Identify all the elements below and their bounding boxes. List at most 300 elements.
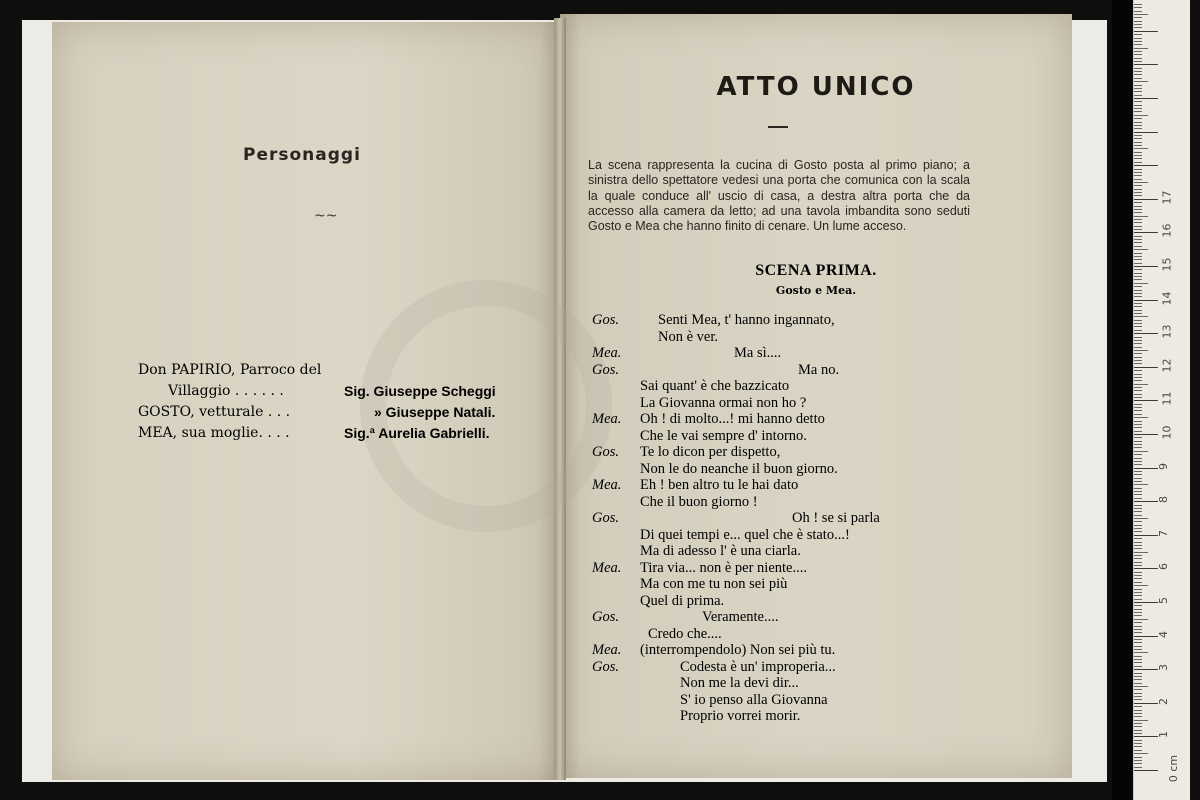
ruler-tick bbox=[1134, 189, 1142, 190]
ruler-tick bbox=[1134, 696, 1142, 697]
verse-text: Che il buon giorno ! bbox=[640, 493, 758, 510]
dialogue-line bbox=[592, 494, 1032, 511]
ruler-tick bbox=[1134, 320, 1142, 321]
ruler-tick bbox=[1134, 300, 1158, 301]
ruler-tick bbox=[1134, 592, 1142, 593]
cast-list bbox=[138, 360, 518, 444]
speaker-label: Mea. bbox=[592, 559, 622, 576]
verse-text: Codesta è un' improperia... bbox=[680, 658, 836, 675]
ruler-tick bbox=[1134, 410, 1142, 411]
ruler-tick bbox=[1134, 256, 1142, 257]
ruler-tick bbox=[1134, 98, 1158, 99]
ruler-tick bbox=[1134, 259, 1142, 260]
ruler-unit-label: 0 cm bbox=[1167, 754, 1181, 783]
ruler-tick bbox=[1134, 239, 1142, 240]
ruler-tick bbox=[1134, 562, 1142, 563]
ruler-tick bbox=[1134, 357, 1142, 358]
ruler-tick bbox=[1134, 525, 1142, 526]
ruler-number: 9 bbox=[1157, 462, 1170, 470]
speaker-label: Mea. bbox=[592, 411, 622, 427]
ruler-tick bbox=[1134, 736, 1158, 737]
ruler-tick bbox=[1134, 491, 1142, 492]
ruler-tick bbox=[1134, 363, 1142, 364]
ruler-tick bbox=[1134, 558, 1142, 559]
cast-row bbox=[138, 381, 518, 402]
cast-row bbox=[138, 423, 518, 444]
ruler-number: 7 bbox=[1157, 529, 1170, 537]
ruler-tick bbox=[1134, 74, 1142, 75]
ruler-tick bbox=[1134, 770, 1158, 771]
dialogue-line bbox=[592, 692, 1032, 709]
verse-text: Ma di adesso l' è una ciarla. bbox=[640, 543, 801, 559]
ruler-tick bbox=[1134, 599, 1142, 600]
ruler-number: 8 bbox=[1157, 496, 1170, 504]
ruler-tick bbox=[1134, 370, 1142, 371]
ruler-number: 14 bbox=[1160, 291, 1174, 306]
dialogue-line bbox=[592, 609, 1032, 626]
ruler-tick bbox=[1134, 293, 1142, 294]
ruler-tick bbox=[1134, 360, 1142, 361]
ruler-tick bbox=[1134, 689, 1142, 690]
ruler-tick bbox=[1134, 206, 1142, 207]
dialogue-line bbox=[592, 329, 1032, 346]
speaker-label: Gos. bbox=[592, 312, 619, 328]
ruler-tick bbox=[1134, 575, 1142, 576]
ruler-tick bbox=[1134, 266, 1158, 267]
dialogue-line bbox=[592, 362, 1032, 379]
dialogue-line bbox=[592, 576, 1032, 593]
ruler-tick bbox=[1134, 21, 1142, 22]
ruler-tick bbox=[1134, 730, 1142, 731]
ruler-number: 10 bbox=[1160, 425, 1174, 440]
ruler-tick bbox=[1134, 71, 1142, 72]
ruler-tick bbox=[1134, 706, 1142, 707]
ruler-tick bbox=[1134, 434, 1158, 435]
ruler-tick bbox=[1134, 263, 1142, 264]
ruler-tick bbox=[1134, 54, 1142, 55]
ruler-tick bbox=[1134, 219, 1142, 220]
personaggi-title: Personaggi bbox=[243, 145, 361, 165]
ruler-tick bbox=[1134, 589, 1142, 590]
ruler-tick bbox=[1134, 38, 1142, 39]
ruler-tick bbox=[1134, 478, 1142, 479]
ruler-tick bbox=[1134, 605, 1142, 606]
ruler-tick bbox=[1134, 27, 1142, 28]
ruler-tick bbox=[1134, 521, 1142, 522]
verse-text: Sai quant' è che bazzicato bbox=[640, 378, 790, 394]
ruler-tick bbox=[1134, 195, 1142, 196]
verse-text: Oh ! se si parla bbox=[792, 510, 880, 526]
ruler-tick bbox=[1134, 404, 1142, 405]
verse-text: La Giovanna ormai non ho ? bbox=[640, 394, 807, 411]
ruler-tick bbox=[1134, 353, 1142, 354]
ruler-tick bbox=[1134, 585, 1148, 586]
dialogue-line bbox=[592, 510, 1032, 527]
ruler-tick bbox=[1134, 431, 1142, 432]
verse-text: Ma con me tu non sei più bbox=[640, 576, 788, 592]
dialogue-line bbox=[592, 708, 1032, 725]
ruler-tick bbox=[1134, 555, 1142, 556]
ruler-tick bbox=[1134, 152, 1142, 153]
ruler-tick bbox=[1134, 172, 1142, 173]
ruler-tick bbox=[1134, 612, 1142, 613]
ruler-tick bbox=[1134, 14, 1148, 15]
ruler-number: 2 bbox=[1157, 697, 1170, 705]
ruler-tick bbox=[1134, 646, 1142, 647]
ruler-number: 16 bbox=[1160, 223, 1174, 238]
ruler-tick bbox=[1134, 343, 1142, 344]
ruler-tick bbox=[1134, 669, 1158, 670]
scene-persons: Gosto e Mea. bbox=[775, 284, 857, 297]
ruler-tick bbox=[1134, 414, 1142, 415]
speaker-label: Mea. bbox=[592, 345, 622, 361]
ruler-tick bbox=[1134, 158, 1142, 159]
ruler-tick bbox=[1134, 767, 1142, 768]
ruler-number: 6 bbox=[1157, 563, 1170, 571]
ruler-tick bbox=[1134, 649, 1142, 650]
ruler-tick bbox=[1134, 155, 1142, 156]
ruler-tick bbox=[1134, 68, 1142, 69]
ruler-tick bbox=[1134, 542, 1142, 543]
verse-text: Proprio vorrei morir. bbox=[680, 708, 801, 724]
ruler-tick bbox=[1134, 662, 1142, 663]
ornament-left: ~~ bbox=[314, 208, 338, 224]
dialogue-line bbox=[592, 675, 1032, 692]
cast-actor: Sig. Giuseppe Scheggi bbox=[344, 383, 496, 399]
ruler-tick bbox=[1134, 7, 1142, 8]
ruler-tick bbox=[1134, 253, 1142, 254]
ruler-tick bbox=[1134, 101, 1142, 102]
ruler-tick bbox=[1134, 132, 1158, 133]
ruler-tick bbox=[1134, 58, 1142, 59]
ruler-tick bbox=[1134, 229, 1142, 230]
ruler-tick bbox=[1134, 424, 1142, 425]
ruler-tick bbox=[1134, 64, 1158, 65]
speaker-label: Mea. bbox=[592, 642, 622, 658]
frame-edge bbox=[1112, 0, 1132, 800]
ruler-tick bbox=[1134, 105, 1142, 106]
ruler-tick bbox=[1134, 44, 1142, 45]
verse-text: Di quei tempi e... quel che è stato...! bbox=[640, 526, 850, 543]
speaker-label: Gos. bbox=[592, 510, 619, 526]
cast-actor: Sig.ª Aurelia Gabrielli. bbox=[344, 425, 490, 441]
title-dash bbox=[768, 126, 788, 128]
speaker-label: Gos. bbox=[592, 444, 619, 460]
ruler-tick bbox=[1134, 61, 1142, 62]
ruler-tick bbox=[1134, 347, 1142, 348]
ruler-tick bbox=[1134, 31, 1158, 32]
ruler-tick bbox=[1134, 340, 1142, 341]
verse-text: S' io penso alla Giovanna bbox=[680, 691, 828, 708]
ruler-tick bbox=[1134, 447, 1142, 448]
ruler-tick bbox=[1134, 310, 1142, 311]
ruler-tick bbox=[1134, 531, 1142, 532]
ruler-tick bbox=[1134, 397, 1142, 398]
ruler-tick bbox=[1134, 48, 1148, 49]
cast-role: MEA, sua moglie. . . . bbox=[138, 425, 290, 441]
verse-text: Non le do neanche il buon giorno. bbox=[640, 460, 838, 477]
ruler-tick bbox=[1134, 545, 1142, 546]
ruler-tick bbox=[1134, 145, 1142, 146]
ruler-tick bbox=[1134, 296, 1142, 297]
ruler-tick bbox=[1134, 169, 1142, 170]
ruler-tick bbox=[1134, 501, 1158, 502]
measuring-ruler bbox=[1133, 0, 1190, 800]
ruler-tick bbox=[1134, 400, 1158, 401]
dialogue-line bbox=[592, 411, 1032, 428]
ruler-tick bbox=[1134, 330, 1142, 331]
ruler-tick bbox=[1134, 122, 1142, 123]
ruler-tick bbox=[1134, 666, 1142, 667]
ruler-tick bbox=[1134, 720, 1148, 721]
ruler-tick bbox=[1134, 468, 1158, 469]
ruler-tick bbox=[1134, 165, 1158, 166]
verse-text: Te lo dicon per dispetto, bbox=[640, 444, 781, 460]
ruler-tick bbox=[1134, 488, 1142, 489]
ruler-tick bbox=[1134, 34, 1142, 35]
ruler-tick bbox=[1134, 518, 1148, 519]
dialogue-line bbox=[592, 527, 1032, 544]
ruler-tick bbox=[1134, 743, 1142, 744]
ruler-tick bbox=[1134, 528, 1142, 529]
ruler-number: 17 bbox=[1160, 190, 1174, 205]
ruler-tick bbox=[1134, 622, 1142, 623]
verse-text: Non è ver. bbox=[658, 328, 718, 345]
ruler-tick bbox=[1134, 313, 1142, 314]
ruler-tick bbox=[1134, 615, 1142, 616]
verse-text: Veramente.... bbox=[702, 609, 779, 625]
ruler-tick bbox=[1134, 337, 1142, 338]
dialogue-line bbox=[592, 543, 1032, 560]
act-title: ATTO UNICO bbox=[716, 72, 916, 102]
ruler-tick bbox=[1134, 78, 1142, 79]
ruler-tick bbox=[1134, 629, 1142, 630]
ruler-tick bbox=[1134, 350, 1148, 351]
speaker-label: Gos. bbox=[592, 609, 619, 625]
ruler-tick bbox=[1134, 236, 1142, 237]
ruler-tick bbox=[1134, 199, 1158, 200]
ruler-tick bbox=[1134, 454, 1142, 455]
ruler-tick bbox=[1134, 306, 1142, 307]
ruler-tick bbox=[1134, 740, 1142, 741]
ruler-tick bbox=[1134, 387, 1142, 388]
ruler-tick bbox=[1134, 427, 1142, 428]
ruler-tick bbox=[1134, 192, 1142, 193]
ruler-tick bbox=[1134, 202, 1142, 203]
dialogue-line bbox=[592, 395, 1032, 412]
ruler-number: 12 bbox=[1160, 358, 1174, 373]
ruler-tick bbox=[1134, 639, 1142, 640]
ruler-tick bbox=[1134, 652, 1148, 653]
ruler-tick bbox=[1134, 81, 1148, 82]
ruler-tick bbox=[1134, 232, 1158, 233]
ruler-tick bbox=[1134, 535, 1158, 536]
speaker-label: Gos. bbox=[592, 361, 619, 378]
ruler-tick bbox=[1134, 148, 1148, 149]
ruler-number: 5 bbox=[1157, 597, 1170, 604]
ruler-tick bbox=[1134, 290, 1142, 291]
ruler-tick bbox=[1134, 568, 1158, 569]
dialogue-line bbox=[592, 626, 1032, 643]
cast-row bbox=[138, 360, 518, 381]
ruler-tick bbox=[1134, 367, 1158, 368]
ruler-tick bbox=[1134, 118, 1142, 119]
ruler-tick bbox=[1134, 753, 1148, 754]
ruler-tick bbox=[1134, 451, 1148, 452]
verse-text: Che le vai sempre d' intorno. bbox=[640, 427, 807, 444]
ruler-tick bbox=[1134, 757, 1142, 758]
ruler-tick bbox=[1134, 326, 1142, 327]
ruler-tick bbox=[1134, 175, 1142, 176]
ruler-tick bbox=[1134, 750, 1142, 751]
ruler-tick bbox=[1134, 515, 1142, 516]
ruler-tick bbox=[1134, 407, 1142, 408]
speaker-label: Gos. bbox=[592, 658, 619, 675]
ruler-number: 11 bbox=[1160, 391, 1174, 406]
cast-role: GOSTO, vetturale . . . bbox=[138, 404, 291, 420]
ruler-number: 4 bbox=[1157, 630, 1170, 638]
ruler-tick bbox=[1134, 212, 1142, 213]
ruler-tick bbox=[1134, 552, 1148, 553]
verse-text: Senti Mea, t' hanno ingannato, bbox=[658, 312, 835, 328]
ruler-tick bbox=[1134, 4, 1142, 5]
dialogue-line bbox=[592, 560, 1032, 577]
ruler-tick bbox=[1134, 686, 1148, 687]
ruler-tick bbox=[1134, 333, 1158, 334]
verse-text: Eh ! ben altro tu le hai dato bbox=[640, 477, 799, 493]
ruler-tick bbox=[1134, 437, 1142, 438]
cast-role: Don PAPIRIO, Parroco del bbox=[138, 362, 322, 378]
ruler-tick bbox=[1134, 595, 1142, 596]
ruler-tick bbox=[1134, 619, 1148, 620]
ruler-tick bbox=[1134, 384, 1148, 385]
ruler-tick bbox=[1134, 699, 1142, 700]
verse-text: Ma no. bbox=[798, 361, 840, 378]
speaker-label: Mea. bbox=[592, 477, 622, 493]
verse-text: (interrompendolo) Non sei più tu. bbox=[640, 642, 836, 658]
dialogue-line bbox=[592, 593, 1032, 610]
scene-description: La scena rappresenta la cucina di Gosto posta al primo piano; a sinistra dello spettatore vedesi una porta che comunica con la scala la quale conduce all' uscio di casa, a destra altra porta che da accesso alla camera da letto; ad una tavola imbandita sono seduti Gosto e Mea che hanno finito di cenare. Un lume acceso. bbox=[588, 158, 970, 234]
ruler-tick bbox=[1134, 723, 1142, 724]
ruler-tick bbox=[1134, 249, 1148, 250]
ruler-tick bbox=[1134, 276, 1142, 277]
ruler-tick bbox=[1134, 642, 1142, 643]
cast-row bbox=[138, 402, 518, 423]
ruler-tick bbox=[1134, 441, 1142, 442]
ruler-tick bbox=[1134, 209, 1142, 210]
ruler-tick bbox=[1134, 461, 1142, 462]
verse-text: Non me la devi dir... bbox=[680, 675, 799, 691]
ruler-tick bbox=[1134, 659, 1142, 660]
ruler-tick bbox=[1134, 726, 1142, 727]
ruler-tick bbox=[1134, 582, 1142, 583]
ruler-tick bbox=[1134, 505, 1142, 506]
ruler-tick bbox=[1134, 185, 1142, 186]
ruler-tick bbox=[1134, 676, 1142, 677]
ruler-tick bbox=[1134, 51, 1142, 52]
ruler-tick bbox=[1134, 24, 1142, 25]
ruler-tick bbox=[1134, 279, 1142, 280]
ruler-number: 1 bbox=[1157, 731, 1170, 739]
ruler-tick bbox=[1134, 269, 1142, 270]
ruler-tick bbox=[1134, 716, 1142, 717]
ruler-tick bbox=[1134, 222, 1142, 223]
ruler-tick bbox=[1134, 142, 1142, 143]
ruler-tick bbox=[1134, 417, 1148, 418]
dialogue-line bbox=[592, 428, 1032, 445]
dialogue-line bbox=[592, 642, 1032, 659]
ruler-tick bbox=[1134, 763, 1142, 764]
ruler-tick bbox=[1134, 609, 1142, 610]
ruler-tick bbox=[1134, 481, 1142, 482]
ruler-tick bbox=[1134, 760, 1142, 761]
ruler-tick bbox=[1134, 710, 1142, 711]
ruler-tick bbox=[1134, 111, 1142, 112]
ruler-tick bbox=[1134, 673, 1142, 674]
ruler-number: 3 bbox=[1157, 664, 1170, 672]
ruler-tick bbox=[1134, 380, 1142, 381]
ruler-tick bbox=[1134, 374, 1142, 375]
ruler-tick bbox=[1134, 464, 1142, 465]
ruler-tick bbox=[1134, 41, 1142, 42]
ruler-tick bbox=[1134, 246, 1142, 247]
ruler-tick bbox=[1134, 578, 1142, 579]
ruler-tick bbox=[1134, 125, 1142, 126]
ruler-number: 15 bbox=[1160, 257, 1174, 272]
ruler-tick bbox=[1134, 91, 1142, 92]
ruler-tick bbox=[1134, 216, 1148, 217]
ruler-tick bbox=[1134, 498, 1142, 499]
ruler-tick bbox=[1134, 511, 1142, 512]
dialogue-line bbox=[592, 312, 1032, 329]
dialogue-line bbox=[592, 461, 1032, 478]
cast-role: Villaggio . . . . . . bbox=[168, 383, 284, 399]
ruler-tick bbox=[1134, 471, 1142, 472]
ruler-tick bbox=[1134, 693, 1142, 694]
ruler-tick bbox=[1134, 128, 1142, 129]
ruler-tick bbox=[1134, 182, 1148, 183]
ruler-tick bbox=[1134, 242, 1142, 243]
dialogue-line bbox=[592, 444, 1032, 461]
ruler-tick bbox=[1134, 733, 1142, 734]
ruler-tick bbox=[1134, 565, 1142, 566]
ruler-tick bbox=[1134, 474, 1142, 475]
dialogue bbox=[592, 312, 1032, 725]
ruler-tick bbox=[1134, 283, 1148, 284]
ruler-tick bbox=[1134, 626, 1142, 627]
ruler-tick bbox=[1134, 303, 1142, 304]
ruler-tick bbox=[1134, 746, 1142, 747]
dialogue-line bbox=[592, 477, 1032, 494]
ruler-tick bbox=[1134, 458, 1142, 459]
ruler-tick bbox=[1134, 286, 1142, 287]
dialogue-line bbox=[592, 378, 1032, 395]
ruler-tick bbox=[1134, 494, 1142, 495]
ruler-tick bbox=[1134, 88, 1142, 89]
ruler-tick bbox=[1134, 632, 1142, 633]
dialogue-line bbox=[592, 659, 1032, 676]
ruler-tick bbox=[1134, 548, 1142, 549]
ruler-tick bbox=[1134, 484, 1148, 485]
ruler-tick bbox=[1134, 135, 1142, 136]
verse-text: Tira via... non è per niente.... bbox=[640, 559, 807, 576]
ruler-tick bbox=[1134, 394, 1142, 395]
ruler-tick bbox=[1134, 679, 1142, 680]
verse-text: Oh ! di molto...! mi hanno detto bbox=[640, 411, 825, 427]
scene-title: SCENA PRIMA. bbox=[755, 262, 877, 279]
ruler-tick bbox=[1134, 572, 1142, 573]
ruler-tick bbox=[1134, 115, 1148, 116]
